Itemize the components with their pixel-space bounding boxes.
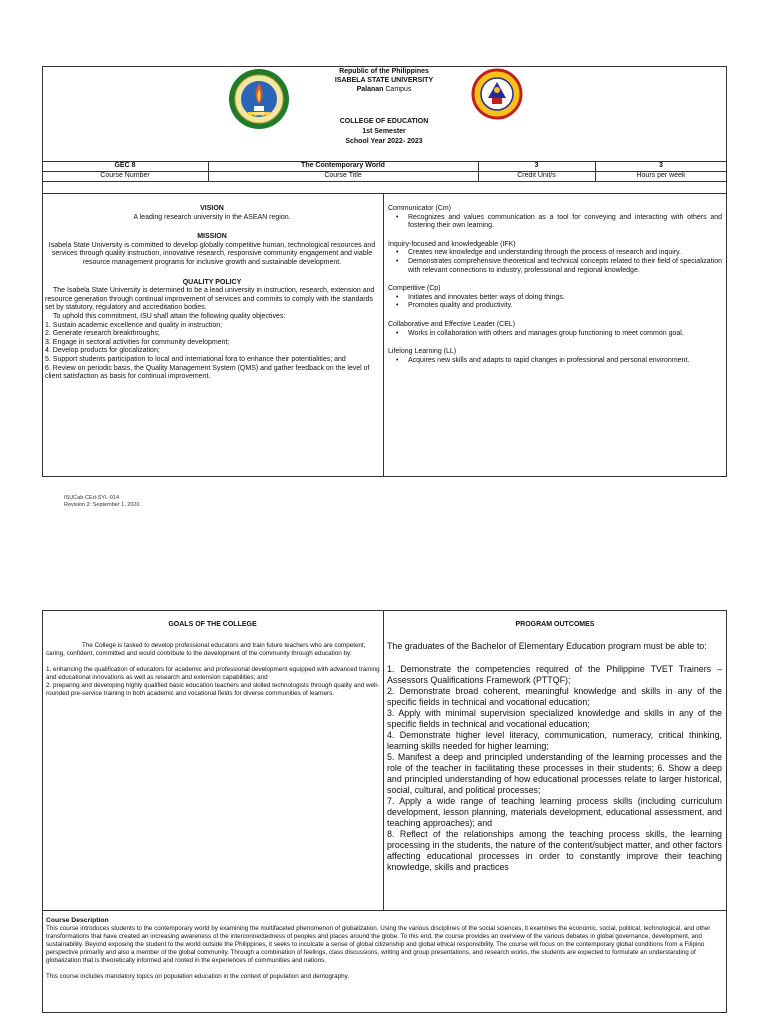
- outcome-item: 7. Apply a wide range of teaching learning process skills (including curriculum development, lesson planning, materials development, educational assessment, and teaching approaches); and: [387, 796, 722, 828]
- course-title: The Contemporary World: [301, 162, 385, 169]
- quality-objective: 2. Generate research breakthroughs;: [45, 330, 160, 338]
- outcome-item: 4. Demonstrate higher level literacy, communication, numeracy, critical thinking, learning skills needed for higher learning;: [387, 730, 722, 751]
- quality-objective: 1. Sustain academic excellence and quality in instruction;: [45, 321, 223, 329]
- attribute-list: [388, 357, 722, 366]
- university-name: ISABELA STATE UNIVERSITY: [334, 77, 434, 84]
- hours-per-week: 3: [659, 162, 663, 169]
- semester: 1st Semester: [362, 128, 406, 135]
- attribute-item: • Works in collaboration with others and manages group functioning to meet common goal.: [388, 330, 722, 339]
- attribute-item: • Creates new knowledge and understanding through the process of research and inquiry.: [388, 249, 722, 258]
- quality-policy-heading: QUALITY POLICY: [182, 278, 242, 286]
- attributes-column: [388, 205, 722, 365]
- attribute-item: • Initiates and innovates better ways of doing things.: [388, 294, 722, 303]
- quality-policy-uphold: To uphold this commitment, ISU shall attain the following quality objectives:: [53, 312, 286, 320]
- course-number-label: Course Number: [100, 172, 150, 179]
- course-description-heading: Course Description: [46, 917, 109, 924]
- outcome-item: 5. Manifest a deep and principled understanding of the learning processes and the role of the teacher in facilitating these processes in their students; 6. Show a deep and principled understanding of how educational processes relate to larger historical, social, cultural, and political processes;: [387, 752, 722, 795]
- attribute-item: • Demonstrates comprehensive theoretical and technical concepts related to their field of specialization with relevant connections to industry, professional and regional knowledge.: [388, 258, 722, 275]
- vision-text: A leading research university in the ASEAN region.: [133, 213, 291, 221]
- document-code: ISUCab-CEd-SYL-014: [64, 495, 120, 501]
- mission-heading: MISSION: [197, 233, 227, 241]
- course-description-text: This course introduces students to the contemporary world by examining the multifaceted phenomenon of globalization. Using the various disciplines of the social sciences, it examines the economic, social, political, technological, and other transformations that have created an increasing awareness of the interconnectedness of peoples and places around the globe. To this end, the course provides an overview of the various debates in global governance, development, and sustainability. Beyond exposing the student to the world outside the Philippines, it seeks to inculcate a sense of global citizenship and global ethical responsibility. The course will focus on the contemporary global conditions from a Filipino perspective primarily and also a member of the global community. Through a combination of feelings, class discussions, writing and group presentations, and research works, the students are expected to formulate an understanding of globalization that is theoretically informed and rooted in the experiences of communities and nations.: [46, 925, 711, 964]
- campus-line: [290, 86, 478, 95]
- attribute-item: • Recognizes and values communication as a tool for conveying and interacting with others and fostering their own learning.: [388, 214, 722, 231]
- outcomes-intro: The graduates of the Bachelor of Elementary Education program must be able to:: [387, 641, 707, 651]
- attribute-item: • Promotes quality and productivity.: [388, 302, 722, 311]
- attribute-title: Collaborative and Effective Leader (CEL): [388, 320, 516, 328]
- outcomes-body: [387, 641, 722, 873]
- quality-objective: 5. Support students participation to local and international fora to enhance their potentialities; and: [45, 355, 346, 363]
- goal-item: 2. preparing and developing highly qualified basic education teachers and skilled technologists through quality and well-rounded pre-service training in both academic and vocational fields for diverse communities of learners.: [46, 682, 379, 697]
- seal-year: 1978: [253, 112, 265, 118]
- school-year: School Year 2022- 2023: [345, 138, 423, 145]
- attribute-list: [388, 294, 722, 311]
- quality-objective: 3. Engage in sectoral activities for community development;: [45, 338, 230, 346]
- campus-suffix: Campus: [383, 86, 412, 93]
- attribute-title: Communicator (Cm): [388, 205, 452, 212]
- attribute-item: • Acquires new skills and adapts to rapid changes in professional and personal environment.: [388, 357, 722, 366]
- goals-body: [46, 642, 380, 698]
- vision-heading: VISION: [200, 205, 224, 212]
- republic-line: Republic of the Philippines: [339, 68, 429, 75]
- outcomes-heading: PROGRAM OUTCOMES: [515, 621, 595, 628]
- isu-seal-icon: [228, 68, 290, 130]
- credit-units-label: Credit Unit/s: [517, 172, 556, 179]
- mission-text: Isabela State University is committed to develop globally competitive human, technological resources and services through quality instruction, innovative research, responsive community engagement and viable resource management programs for inclusive growth and sustainable development.: [48, 241, 376, 266]
- quality-objective: 6. Review on periodic basis, the Quality Management System (QMS) and gather feedback on the level of client satisfaction as basis for continual improvement.: [45, 364, 370, 381]
- college-name: COLLEGE OF EDUCATION: [339, 118, 429, 125]
- course-description-mandatory: This course includes mandatory topics on population education in the context of population and demography.: [46, 973, 350, 980]
- attribute-title: Competitive (Cp): [388, 285, 441, 293]
- revision-note: Revision 2: September 1, 2020: [64, 502, 140, 508]
- campus-prefix: Palanan: [356, 86, 384, 93]
- goals-intro: The College is tasked to develop professional educators and train future teachers who are competent, caring, confident, committed and would contribute to the development of the community through education by:: [46, 642, 366, 657]
- vmq-column: [45, 205, 379, 382]
- outcome-item: 1. Demonstrate the competencies required of the Philippine TVET Trainers – Assessors Qualifications Framework (PTTQF);: [387, 664, 722, 685]
- goals-heading: GOALS OF THE COLLEGE: [168, 621, 257, 628]
- college-seal-icon: [470, 68, 524, 120]
- course-number: GEC 8: [114, 162, 136, 169]
- outcome-item: 8. Reflect of the relationships among the teaching process skills, the learning processing in the students, the nature of the content/subject matter, and other factors affecting educational processes in order to constantly improve their teaching knowledge, skills and practices: [387, 829, 722, 872]
- hours-label: Hours per week: [636, 172, 686, 179]
- quality-objective: 4. Develop products for glocalization;: [45, 347, 160, 355]
- attribute-title: Lifelong Learning (LL): [388, 348, 457, 356]
- credit-units: 3: [534, 162, 539, 169]
- attribute-list: [388, 214, 722, 231]
- goal-item: 1. enhancing the qualification of educators for academic and professional development equipped with advanced training and educational innovations as well as research and extension capabilities; and: [46, 666, 380, 681]
- attribute-title: Inquiry-focused and knowledgeable (IFK): [388, 240, 516, 248]
- outcome-item: 3. Apply with minimal supervision specialized knowledge and skills in any of the specific fields in technical and vocational education;: [387, 708, 722, 729]
- outcome-item: 2. Demonstrate broad coherent, meaningful knowledge and skills in any of the specific fields in technical and vocational education;: [387, 686, 722, 707]
- course-title-label: Course Title: [324, 172, 362, 179]
- attribute-list: [388, 249, 722, 275]
- quality-policy-intro: The Isabela State University is determined to be a lead university in instruction, research, extension and resource generation through continual improvement of services and commits to comply with the standards set by statutory, regulatory and accreditation bodies.: [45, 287, 375, 312]
- attribute-list: [388, 330, 722, 339]
- course-description: [46, 917, 722, 981]
